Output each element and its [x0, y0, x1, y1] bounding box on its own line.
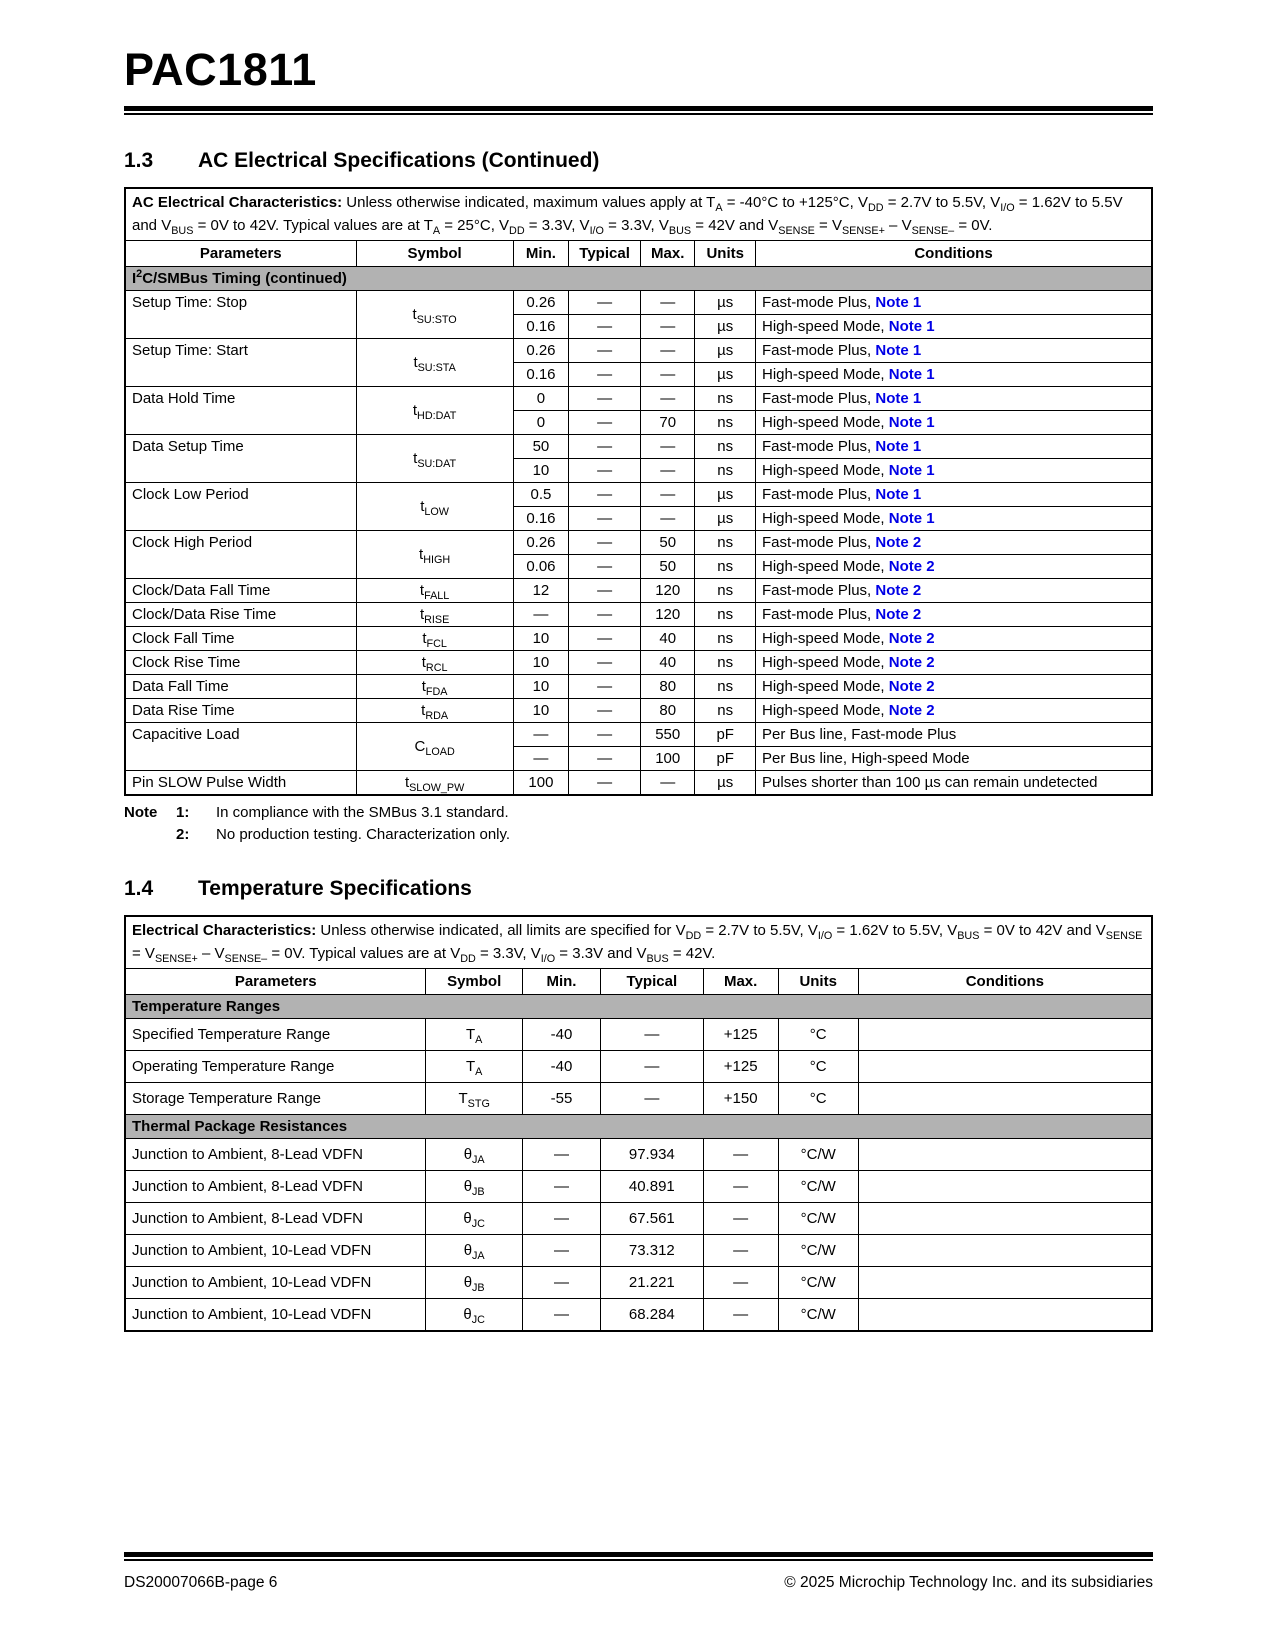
- max-cell: +150: [703, 1083, 778, 1115]
- section-temp-specs: [124, 877, 1153, 1332]
- note-link[interactable]: Note 2: [888, 678, 935, 695]
- datasheet-page-content: [124, 0, 1153, 1332]
- typical-cell: 40.891: [600, 1171, 703, 1203]
- col-min: Min.: [513, 241, 568, 267]
- temp-table-intro: Electrical Characteristics: Unless otherwise indicated, all limits are specified for $V_{DD} = 2.7V$ to 5.5V, $V_{I/O} = 1.62V$ to 5.5V, $V_{BUS} = 0V$ to 42V and $V_{SENSE} = V_{SENSE+} - V_{SENSE-} = 0V$. Typical values are at $V_{DD} = 3.3V$, $V_{I/O} = 3.3V$ and $V_{BUS} = 42V$.: [125, 916, 1152, 969]
- min-cell: —: [513, 603, 568, 627]
- col-conditions: Conditions: [756, 241, 1152, 267]
- units-cell: ns: [695, 435, 756, 459]
- units-cell: °C/W: [778, 1171, 858, 1203]
- units-cell: °C: [778, 1051, 858, 1083]
- spec-row: [125, 1203, 1152, 1235]
- min-cell: 0.26: [513, 339, 568, 363]
- symbol-cell: $t_{FDA}$: [356, 675, 513, 699]
- max-cell: —: [641, 483, 695, 507]
- min-cell: 50: [513, 435, 568, 459]
- spec-row: [125, 675, 1152, 699]
- min-cell: 12: [513, 579, 568, 603]
- symbol-cell: $\theta_{JC}$: [426, 1203, 523, 1235]
- min-cell: 0.16: [513, 363, 568, 387]
- page-header: [124, 44, 1153, 115]
- parameter-cell: Clock Rise Time: [125, 651, 356, 675]
- spec-row: [125, 1267, 1152, 1299]
- note-link[interactable]: Note 1: [875, 390, 922, 407]
- ac-column-header-row: [125, 241, 1152, 267]
- max-cell: 80: [641, 675, 695, 699]
- parameter-cell: Data Fall Time: [125, 675, 356, 699]
- symbol-cell: $t_{SU:DAT}$: [356, 435, 513, 483]
- min-cell: 0: [513, 387, 568, 411]
- header-rule-thin: [124, 113, 1153, 115]
- typical-cell: —: [569, 411, 641, 435]
- units-cell: ns: [695, 603, 756, 627]
- typical-cell: 21.221: [600, 1267, 703, 1299]
- units-cell: µs: [695, 339, 756, 363]
- typical-cell: —: [569, 387, 641, 411]
- typical-cell: 73.312: [600, 1235, 703, 1267]
- conditions-cell: [858, 1019, 1152, 1051]
- note-link[interactable]: Note 1: [888, 414, 935, 431]
- max-cell: —: [641, 291, 695, 315]
- units-cell: °C: [778, 1019, 858, 1051]
- note-1-text: In compliance with the SMBus 3.1 standard.: [216, 804, 509, 821]
- typical-cell: —: [600, 1019, 703, 1051]
- symbol-cell: $t_{RISE}$: [356, 603, 513, 627]
- footer-text-row: [124, 1574, 1153, 1592]
- typical-cell: —: [569, 747, 641, 771]
- units-cell: °C/W: [778, 1299, 858, 1332]
- page-footer: [124, 1552, 1153, 1592]
- symbol-cell: $\theta_{JB}$: [426, 1267, 523, 1299]
- col-parameters: Parameters: [125, 241, 356, 267]
- units-cell: ns: [695, 459, 756, 483]
- note-link[interactable]: Note 1: [875, 438, 922, 455]
- spec-row: [125, 1019, 1152, 1051]
- spec-row: [125, 1171, 1152, 1203]
- col-max: Max.: [703, 969, 778, 995]
- conditions-cell: High-speed Mode, Note 1: [756, 315, 1152, 339]
- units-cell: µs: [695, 483, 756, 507]
- min-cell: —: [522, 1235, 600, 1267]
- max-cell: 70: [641, 411, 695, 435]
- header-rule-thick: [124, 106, 1153, 111]
- symbol-cell: $t_{FCL}$: [356, 627, 513, 651]
- conditions-cell: [858, 1299, 1152, 1332]
- typical-cell: —: [569, 579, 641, 603]
- ac-table-notes: [124, 804, 1153, 843]
- parameter-cell: Data Setup Time: [125, 435, 356, 483]
- max-cell: —: [703, 1267, 778, 1299]
- symbol-cell: $t_{HIGH}$: [356, 531, 513, 579]
- max-cell: 550: [641, 723, 695, 747]
- symbol-cell: $T_{STG}$: [426, 1083, 523, 1115]
- note-link[interactable]: Note 1: [875, 294, 922, 311]
- parameter-cell: Junction to Ambient, 8-Lead VDFN: [125, 1139, 426, 1171]
- parameter-cell: Junction to Ambient, 10-Lead VDFN: [125, 1267, 426, 1299]
- max-cell: 50: [641, 531, 695, 555]
- spec-row: [125, 435, 1152, 459]
- col-symbol: Symbol: [356, 241, 513, 267]
- col-conditions: Conditions: [858, 969, 1152, 995]
- max-cell: +125: [703, 1019, 778, 1051]
- typical-cell: —: [569, 771, 641, 796]
- conditions-cell: High-speed Mode, Note 2: [756, 555, 1152, 579]
- notes-spacer: [124, 826, 176, 843]
- min-cell: 10: [513, 459, 568, 483]
- spec-row: [125, 699, 1152, 723]
- symbol-cell: $C_{LOAD}$: [356, 723, 513, 771]
- spec-row: [125, 1051, 1152, 1083]
- typical-cell: —: [600, 1083, 703, 1115]
- symbol-cell: $T_A$: [426, 1019, 523, 1051]
- parameter-cell: Clock High Period: [125, 531, 356, 579]
- max-cell: —: [641, 459, 695, 483]
- note-1-number: 1:: [176, 804, 190, 821]
- units-cell: µs: [695, 315, 756, 339]
- units-cell: pF: [695, 723, 756, 747]
- min-cell: —: [522, 1203, 600, 1235]
- parameter-cell: Data Rise Time: [125, 699, 356, 723]
- min-cell: 10: [513, 651, 568, 675]
- col-max: Max.: [641, 241, 695, 267]
- max-cell: —: [641, 315, 695, 339]
- conditions-cell: Per Bus line, High-speed Mode: [756, 747, 1152, 771]
- col-symbol: Symbol: [426, 969, 523, 995]
- footer-copyright: © 2025 Microchip Technology Inc. and its subsidiaries: [784, 1574, 1153, 1591]
- symbol-cell: $\theta_{JB}$: [426, 1171, 523, 1203]
- typical-cell: —: [569, 555, 641, 579]
- units-cell: ns: [695, 531, 756, 555]
- section-band-label: Thermal Package Resistances: [125, 1115, 1152, 1139]
- section-band-row: [125, 995, 1152, 1019]
- spec-row: [125, 651, 1152, 675]
- conditions-cell: [858, 1267, 1152, 1299]
- conditions-cell: [858, 1235, 1152, 1267]
- parameter-cell: Clock/Data Rise Time: [125, 603, 356, 627]
- typical-cell: —: [569, 363, 641, 387]
- units-cell: µs: [695, 291, 756, 315]
- units-cell: °C: [778, 1083, 858, 1115]
- section-band-label: Temperature Ranges: [125, 995, 1152, 1019]
- spec-row: [125, 1299, 1152, 1332]
- notes-label: Note: [124, 804, 158, 821]
- min-cell: -40: [522, 1019, 600, 1051]
- note-link[interactable]: Note 2: [875, 534, 922, 551]
- symbol-cell: $t_{FALL}$: [356, 579, 513, 603]
- symbol-cell: $t_{RDA}$: [356, 699, 513, 723]
- spec-row: [125, 579, 1152, 603]
- parameter-cell: Setup Time: Start: [125, 339, 356, 387]
- col-units: Units: [695, 241, 756, 267]
- units-cell: µs: [695, 507, 756, 531]
- section-title: Temperature Specifications: [198, 877, 472, 900]
- max-cell: 40: [641, 627, 695, 651]
- spec-row: [125, 603, 1152, 627]
- units-cell: ns: [695, 651, 756, 675]
- note-link[interactable]: Note 1: [888, 462, 935, 479]
- max-cell: 100: [641, 747, 695, 771]
- max-cell: —: [703, 1203, 778, 1235]
- typical-cell: —: [569, 483, 641, 507]
- note-2-number: 2:: [176, 826, 190, 843]
- conditions-cell: Fast-mode Plus, Note 1: [756, 339, 1152, 363]
- spec-row: [125, 291, 1152, 315]
- conditions-cell: Fast-mode Plus, Note 1: [756, 483, 1152, 507]
- table-intro-row: [125, 188, 1152, 241]
- units-cell: ns: [695, 411, 756, 435]
- min-cell: 10: [513, 627, 568, 651]
- symbol-cell: $\theta_{JC}$: [426, 1299, 523, 1332]
- parameter-cell: Clock Low Period: [125, 483, 356, 531]
- parameter-cell: Data Hold Time: [125, 387, 356, 435]
- typical-cell: —: [569, 507, 641, 531]
- max-cell: —: [703, 1235, 778, 1267]
- units-cell: pF: [695, 747, 756, 771]
- spec-row: [125, 723, 1152, 747]
- parameter-cell: Junction to Ambient, 10-Lead VDFN: [125, 1235, 426, 1267]
- max-cell: —: [641, 387, 695, 411]
- max-cell: 50: [641, 555, 695, 579]
- min-cell: —: [522, 1299, 600, 1332]
- units-cell: ns: [695, 579, 756, 603]
- section-number: 1.4: [124, 877, 154, 900]
- units-cell: °C/W: [778, 1267, 858, 1299]
- section-number: 1.3: [124, 149, 154, 172]
- typical-cell: —: [600, 1051, 703, 1083]
- conditions-cell: Fast-mode Plus, Note 2: [756, 603, 1152, 627]
- symbol-cell: $\theta_{JA}$: [426, 1139, 523, 1171]
- min-cell: —: [522, 1171, 600, 1203]
- typical-cell: —: [569, 627, 641, 651]
- ac-spec-table: [124, 187, 1153, 796]
- conditions-cell: High-speed Mode, Note 1: [756, 507, 1152, 531]
- section-ac-specs: [124, 149, 1153, 843]
- note-link[interactable]: Note 1: [888, 366, 935, 383]
- conditions-cell: [858, 1051, 1152, 1083]
- ac-table-intro: AC Electrical Characteristics: Unless otherwise indicated, maximum values apply at $T_A = -40^\circ C$ to +125°C, $V_{DD} = 2.7V$ to 5.5V, $V_{I/O} = 1.62V$ to 5.5V and $V_{BUS} = 0V$ to 42V. Typical values are at $T_A = 25^\circ C$, $V_{DD} = 3.3V$, $V_{I/O} = 3.3V$, $V_{BUS} = 42V$ and $V_{SENSE} = V_{SENSE+} - V_{SENSE-} = 0V$.: [125, 188, 1152, 241]
- conditions-cell: High-speed Mode, Note 2: [756, 627, 1152, 651]
- footer-rule-thick: [124, 1552, 1153, 1557]
- typical-cell: —: [569, 435, 641, 459]
- units-cell: ns: [695, 555, 756, 579]
- units-cell: ns: [695, 699, 756, 723]
- parameter-cell: Junction to Ambient, 10-Lead VDFN: [125, 1299, 426, 1332]
- parameter-cell: Junction to Ambient, 8-Lead VDFN: [125, 1203, 426, 1235]
- conditions-cell: High-speed Mode, Note 2: [756, 699, 1152, 723]
- conditions-cell: High-speed Mode, Note 1: [756, 411, 1152, 435]
- temp-column-header-row: [125, 969, 1152, 995]
- page-title: PAC1811: [124, 44, 317, 95]
- note-link[interactable]: Note 2: [888, 702, 935, 719]
- col-parameters: Parameters: [125, 969, 426, 995]
- symbol-cell: $t_{SU:STA}$: [356, 339, 513, 387]
- temp-table-body: [125, 916, 1152, 1331]
- min-cell: -55: [522, 1083, 600, 1115]
- conditions-cell: Fast-mode Plus, Note 1: [756, 387, 1152, 411]
- symbol-cell: $t_{LOW}$: [356, 483, 513, 531]
- conditions-cell: Fast-mode Plus, Note 2: [756, 531, 1152, 555]
- min-cell: —: [522, 1139, 600, 1171]
- conditions-cell: Fast-mode Plus, Note 1: [756, 435, 1152, 459]
- units-cell: °C/W: [778, 1203, 858, 1235]
- conditions-cell: High-speed Mode, Note 1: [756, 459, 1152, 483]
- spec-row: [125, 1235, 1152, 1267]
- typical-cell: —: [569, 651, 641, 675]
- conditions-cell: High-speed Mode, Note 1: [756, 363, 1152, 387]
- ac-table-body: [125, 188, 1152, 795]
- units-cell: ns: [695, 627, 756, 651]
- conditions-cell: High-speed Mode, Note 2: [756, 675, 1152, 699]
- note-2-text: No production testing. Characterization only.: [216, 826, 511, 843]
- parameter-cell: Setup Time: Stop: [125, 291, 356, 339]
- spec-row: [125, 1083, 1152, 1115]
- typical-cell: —: [569, 723, 641, 747]
- typical-cell: —: [569, 531, 641, 555]
- typical-cell: —: [569, 459, 641, 483]
- min-cell: 0.16: [513, 507, 568, 531]
- max-cell: —: [641, 339, 695, 363]
- spec-row: [125, 531, 1152, 555]
- parameter-cell: Junction to Ambient, 8-Lead VDFN: [125, 1171, 426, 1203]
- units-cell: ns: [695, 675, 756, 699]
- min-cell: 10: [513, 675, 568, 699]
- footer-doc-number: DS20007066B-page 6: [124, 1574, 278, 1591]
- conditions-cell: Pulses shorter than 100 µs can remain undetected: [756, 771, 1152, 796]
- note-link[interactable]: Note 2: [875, 582, 922, 599]
- note-link[interactable]: Note 1: [888, 318, 935, 335]
- min-cell: 0.26: [513, 291, 568, 315]
- note-link[interactable]: Note 2: [875, 606, 922, 623]
- col-typical: Typical: [569, 241, 641, 267]
- parameter-cell: Storage Temperature Range: [125, 1083, 426, 1115]
- table-intro-row: [125, 916, 1152, 969]
- spec-row: [125, 339, 1152, 363]
- col-min: Min.: [522, 969, 600, 995]
- symbol-cell: $t_{RCL}$: [356, 651, 513, 675]
- max-cell: 120: [641, 579, 695, 603]
- min-cell: —: [513, 747, 568, 771]
- symbol-cell: $\theta_{JA}$: [426, 1235, 523, 1267]
- parameter-cell: Capacitive Load: [125, 723, 356, 771]
- symbol-cell: $T_A$: [426, 1051, 523, 1083]
- conditions-cell: [858, 1083, 1152, 1115]
- units-cell: °C/W: [778, 1235, 858, 1267]
- note-link[interactable]: Note 1: [875, 486, 922, 503]
- col-typical: Typical: [600, 969, 703, 995]
- typical-cell: —: [569, 291, 641, 315]
- col-units: Units: [778, 969, 858, 995]
- section-heading-temp: [124, 877, 1153, 901]
- units-cell: ns: [695, 387, 756, 411]
- min-cell: 0.5: [513, 483, 568, 507]
- max-cell: —: [641, 507, 695, 531]
- max-cell: —: [703, 1171, 778, 1203]
- max-cell: —: [641, 435, 695, 459]
- typical-cell: —: [569, 675, 641, 699]
- min-cell: 100: [513, 771, 568, 796]
- temp-spec-table: [124, 915, 1153, 1332]
- section-heading-ac: [124, 149, 1153, 173]
- footer-rule-thin: [124, 1559, 1153, 1561]
- conditions-cell: [858, 1203, 1152, 1235]
- parameter-cell: Pin SLOW Pulse Width: [125, 771, 356, 796]
- note-link[interactable]: Note 1: [875, 342, 922, 359]
- min-cell: 0.06: [513, 555, 568, 579]
- max-cell: 80: [641, 699, 695, 723]
- parameter-cell: Clock Fall Time: [125, 627, 356, 651]
- max-cell: 40: [641, 651, 695, 675]
- max-cell: —: [641, 363, 695, 387]
- min-cell: 0: [513, 411, 568, 435]
- typical-cell: —: [569, 339, 641, 363]
- parameter-cell: Specified Temperature Range: [125, 1019, 426, 1051]
- min-cell: 0.16: [513, 315, 568, 339]
- units-cell: µs: [695, 363, 756, 387]
- section-title: AC Electrical Specifications (Continued): [198, 149, 600, 172]
- conditions-cell: Per Bus line, Fast-mode Plus: [756, 723, 1152, 747]
- note-link[interactable]: Note 2: [888, 654, 935, 671]
- min-cell: —: [513, 723, 568, 747]
- parameter-cell: Operating Temperature Range: [125, 1051, 426, 1083]
- typical-cell: 67.561: [600, 1203, 703, 1235]
- min-cell: 0.26: [513, 531, 568, 555]
- section-band-row: [125, 1115, 1152, 1139]
- min-cell: -40: [522, 1051, 600, 1083]
- min-cell: 10: [513, 699, 568, 723]
- conditions-cell: Fast-mode Plus, Note 2: [756, 579, 1152, 603]
- typical-cell: 97.934: [600, 1139, 703, 1171]
- spec-row: [125, 771, 1152, 796]
- note-link[interactable]: Note 2: [888, 558, 935, 575]
- typical-cell: 68.284: [600, 1299, 703, 1332]
- note-link[interactable]: Note 1: [888, 510, 935, 527]
- max-cell: —: [703, 1299, 778, 1332]
- units-cell: µs: [695, 771, 756, 796]
- symbol-cell: $t_{HD:DAT}$: [356, 387, 513, 435]
- conditions-cell: Fast-mode Plus, Note 1: [756, 291, 1152, 315]
- min-cell: —: [522, 1267, 600, 1299]
- conditions-cell: High-speed Mode, Note 2: [756, 651, 1152, 675]
- note-link[interactable]: Note 2: [888, 630, 935, 647]
- symbol-cell: $t_{SLOW\_PW}$: [356, 771, 513, 796]
- typical-cell: —: [569, 699, 641, 723]
- max-cell: —: [703, 1139, 778, 1171]
- spec-row: [125, 627, 1152, 651]
- conditions-cell: [858, 1171, 1152, 1203]
- spec-row: [125, 483, 1152, 507]
- typical-cell: —: [569, 603, 641, 627]
- parameter-cell: Clock/Data Fall Time: [125, 579, 356, 603]
- typical-cell: —: [569, 315, 641, 339]
- section-band-row: [125, 267, 1152, 291]
- max-cell: —: [641, 771, 695, 796]
- conditions-cell: [858, 1139, 1152, 1171]
- max-cell: 120: [641, 603, 695, 627]
- spec-row: [125, 1139, 1152, 1171]
- max-cell: +125: [703, 1051, 778, 1083]
- spec-row: [125, 387, 1152, 411]
- units-cell: °C/W: [778, 1139, 858, 1171]
- symbol-cell: $t_{SU:STO}$: [356, 291, 513, 339]
- section-band-label: $I^2C$/SMBus Timing (continued): [125, 267, 1152, 291]
